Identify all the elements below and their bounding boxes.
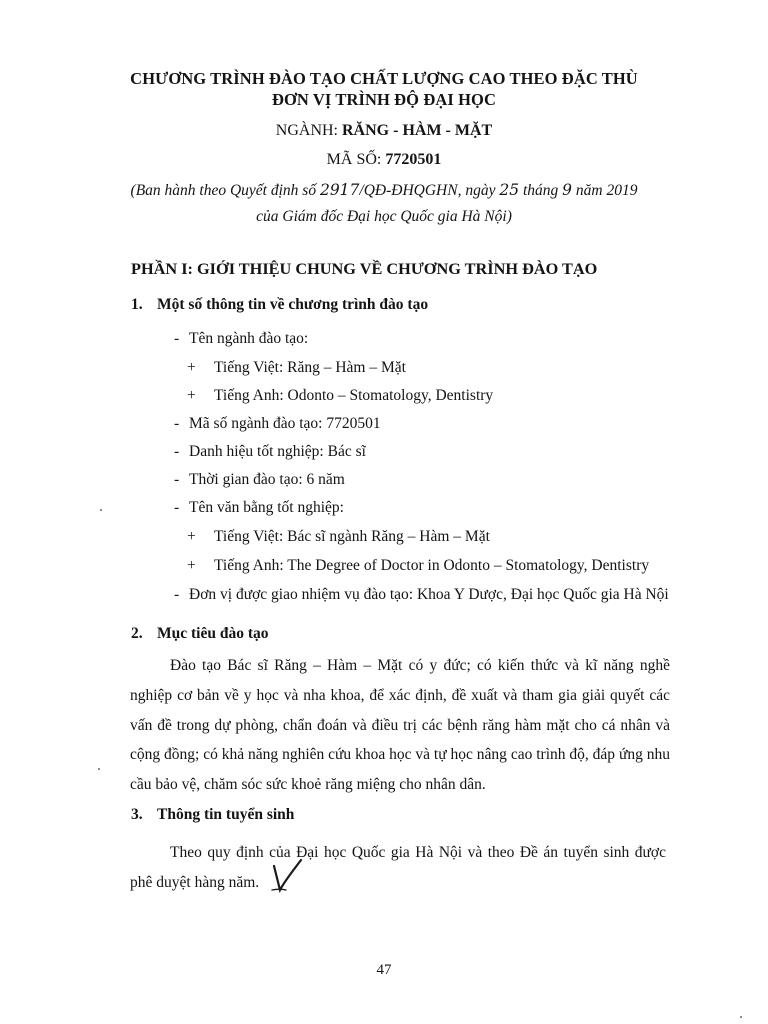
section1-number: 1. xyxy=(131,296,143,313)
list-item: Tên văn bằng tốt nghiệp: xyxy=(189,499,344,516)
list-marker: + xyxy=(187,528,196,545)
decree-prefix: (Ban hành theo Quyết định số xyxy=(130,182,317,199)
list-marker: - xyxy=(174,586,180,603)
section2-title: Mục tiêu đào tạo xyxy=(157,625,269,642)
list-marker: - xyxy=(174,471,180,488)
list-marker: - xyxy=(174,415,180,432)
decree-line2: của Giám đốc Đại học Quốc gia Hà Nội) xyxy=(256,208,512,225)
decree-number-handwritten: 2917 xyxy=(319,181,360,199)
scan-speck xyxy=(740,1016,742,1018)
list-item: Tiếng Anh: Odonto – Stomatology, Dentistry xyxy=(214,387,494,404)
list-item: Tiếng Việt: Răng – Hàm – Mặt xyxy=(214,359,406,376)
program-title-line2: ĐƠN VỊ TRÌNH ĐỘ ĐẠI HỌC xyxy=(271,90,496,109)
section1-title: Một số thông tin về chương trình đào tạo xyxy=(157,296,429,313)
list-marker: + xyxy=(187,557,196,574)
list-marker: + xyxy=(187,359,196,376)
signature-mark xyxy=(268,856,304,896)
list-item: Tên ngành đào tạo: xyxy=(189,330,309,347)
decree-middle: /QĐ-ĐHQGHN, ngày xyxy=(359,182,496,199)
list-item: Đơn vị được giao nhiệm vụ đào tạo: Khoa Y Dược, Đại học Quốc gia Hà Nội xyxy=(189,586,669,603)
section3-title: Thông tin tuyển sinh xyxy=(157,806,295,823)
code-line xyxy=(60,151,708,169)
section3-paragraph: Theo quy định của Đại học Quốc gia Hà Nội và theo Đề án tuyển sinh được phê duyệt hàng năm. xyxy=(130,844,666,891)
code-label: MÃ SỐ: xyxy=(326,151,382,168)
part1-heading: PHẦN I: GIỚI THIỆU CHUNG VỀ CHƯƠNG TRÌNH ĐÀO TẠO xyxy=(131,259,598,278)
major-value: RĂNG - HÀM - MẶT xyxy=(342,122,493,139)
decree-month-handwritten: 9 xyxy=(562,181,572,199)
scan-speck xyxy=(100,509,102,511)
decree-year: năm 2019 xyxy=(575,182,638,199)
list-item: Danh hiệu tốt nghiệp: Bác sĩ xyxy=(189,443,366,460)
list-marker: - xyxy=(174,330,180,347)
list-marker: - xyxy=(174,499,180,516)
decree-line1 xyxy=(60,181,708,200)
list-item: Thời gian đào tạo: 6 năm xyxy=(189,471,345,488)
program-title-line1: CHƯƠNG TRÌNH ĐÀO TẠO CHẤT LƯỢNG CAO THEO ĐẶC THÙ xyxy=(130,69,638,88)
major-label: NGÀNH: xyxy=(275,122,338,139)
list-marker: + xyxy=(187,387,196,404)
list-item: Mã số ngành đào tạo: 7720501 xyxy=(189,415,381,432)
major-line xyxy=(60,122,708,140)
decree-month-label: tháng xyxy=(522,182,559,199)
code-value: 7720501 xyxy=(385,151,442,168)
decree-day-handwritten: 25 xyxy=(499,181,520,199)
section3-number: 3. xyxy=(131,806,143,823)
list-item: Tiếng Việt: Bác sĩ ngành Răng – Hàm – Mặt xyxy=(214,528,490,545)
section2-paragraph: Đào tạo Bác sĩ Răng – Hàm – Mặt có y đức; có kiến thức và kĩ năng nghề nghiệp cơ bản về y học và nha khoa, để xác định, đề xuất và tham gia giải quyết các vấn đề trong dự phòng, chẩn đoán và điều trị các bệnh răng hàm mặt cho cá nhân và cộng đồng; có khả năng nghiên cứu khoa học và tự học nâng cao trình độ, đáp ứng nhu cầu bảo vệ, chăm sóc sức khoẻ răng miệng cho nhân dân. xyxy=(130,657,670,794)
section2-number: 2. xyxy=(131,625,143,642)
list-item: Tiếng Anh: The Degree of Doctor in Odonto – Stomatology, Dentistry xyxy=(214,557,650,574)
list-marker: - xyxy=(174,443,180,460)
scan-speck xyxy=(98,768,100,770)
page-number: 47 xyxy=(376,962,392,978)
